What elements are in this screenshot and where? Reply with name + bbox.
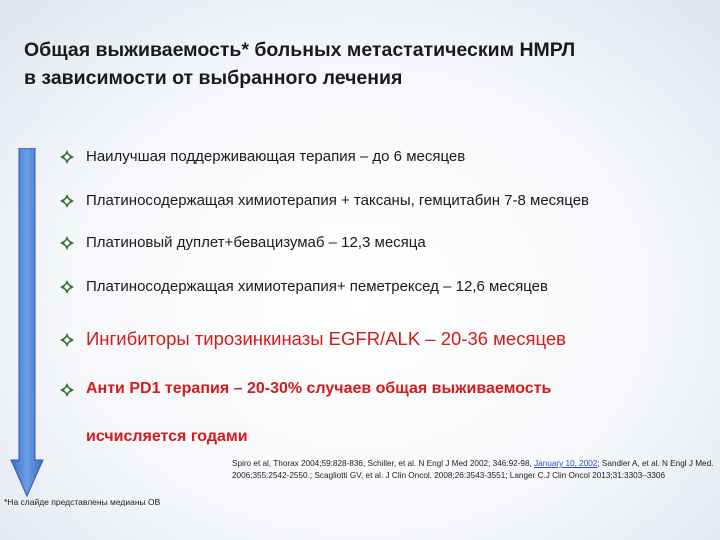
list-item: [60, 328, 566, 350]
references: [232, 458, 718, 482]
title-line-1: Общая выживаемость* больных метастатическим НМРЛ: [24, 39, 576, 61]
list-item: [60, 278, 548, 295]
diamond-bullet-icon: [60, 194, 74, 208]
references-text-1: Spiro et al, Thorax 2004;59:828-836; Schiller, et al. N Engl J Med 2002; 346:92-98,: [232, 459, 535, 468]
reference-link[interactable]: January 10, 2002: [534, 459, 598, 468]
bullet-text: Платиносодержащая химиотерапия+ пеметрексед – 12,6 месяцев: [86, 278, 548, 295]
bullet-text: Анти PD1 терапия – 20-30% случаев общая выживаемость: [86, 380, 552, 397]
title-line-2: в зависимости от выбранного лечения: [24, 67, 403, 89]
list-item: [60, 234, 426, 251]
bullet-continuation: исчисляется годами: [86, 428, 248, 445]
bullet-text: Ингибиторы тирозинкиназы EGFR/ALK – 20-36 месяцев: [86, 328, 566, 349]
diamond-bullet-icon: [60, 236, 74, 250]
down-arrow-icon: [10, 148, 44, 498]
references-text-2: ; Sandler A, et al. N Engl J Med. 2006;355:2542-2550.; Scagliotti GV, et al. J Clin Oncol. 2008;26:3543-3551; Langer C.J Clin Oncol 2013;31:3303–3306: [232, 459, 714, 480]
diamond-bullet-icon: [60, 150, 74, 164]
diamond-bullet-icon: [60, 280, 74, 294]
slide-title: [24, 36, 704, 92]
diamond-bullet-icon: [60, 383, 74, 397]
bullet-text: Платиносодержащая химиотерапия + таксаны, гемцитабин 7-8 месяцев: [86, 192, 590, 209]
list-item: [60, 148, 465, 165]
bullet-text: Платиновый дуплет+бевацизумаб – 12,3 месяца: [86, 234, 426, 251]
diamond-bullet-icon: [60, 333, 74, 347]
list-item: [60, 192, 589, 209]
bullet-text: Наилучшая поддерживающая терапия – до 6 месяцев: [86, 148, 466, 165]
list-item: [60, 380, 551, 398]
footnote: *На слайде представлены медианы ОВ: [4, 497, 161, 507]
